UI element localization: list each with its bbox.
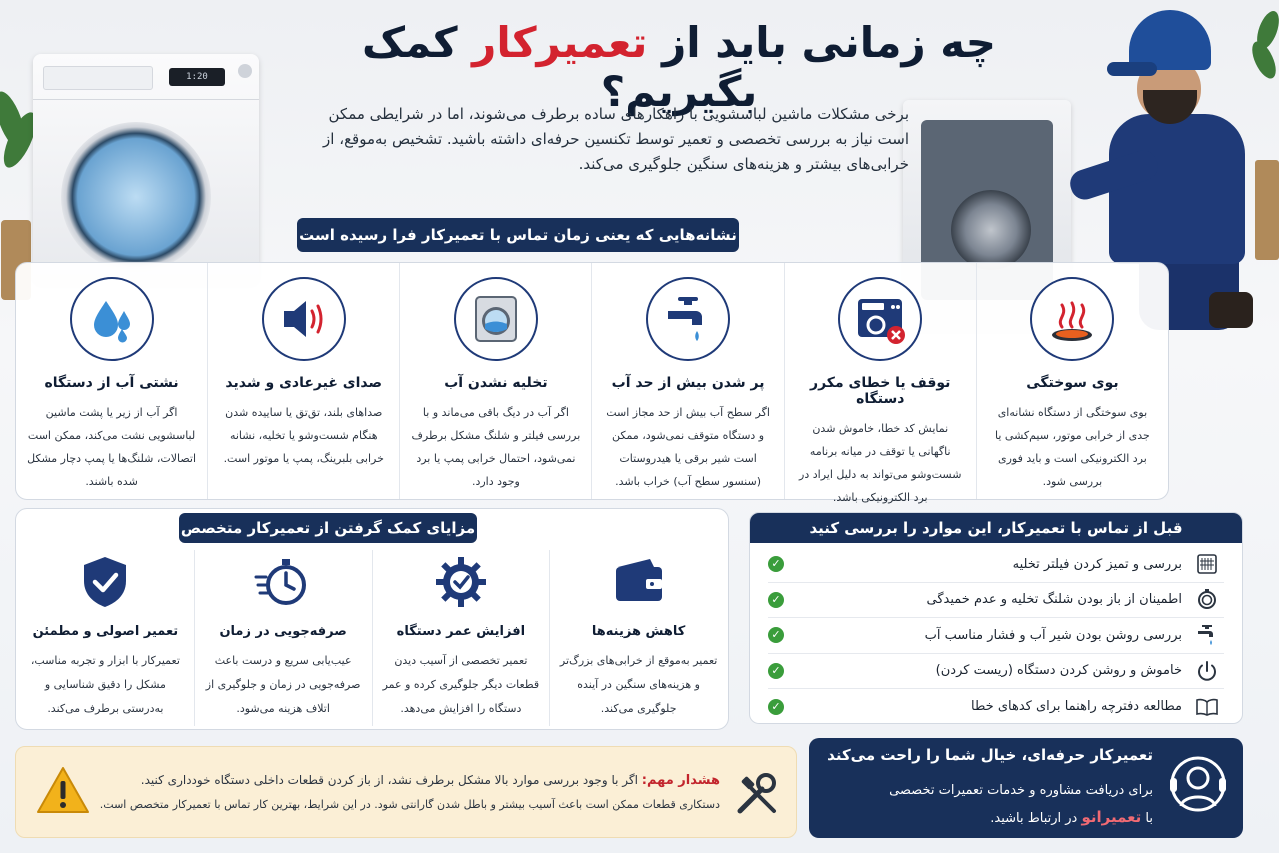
sign-desc: صداهای بلند، تق‌تق یا ساییده شدن هنگام شست‌وشو یا تخلیه، نشانه خرابی بلبرینگ، پمپ یا موتور است. xyxy=(224,406,385,465)
power-icon xyxy=(1191,659,1225,683)
warning-text-1: اگر با وجود بررسی موارد بالا مشکل برطرف نشد، از باز کردن قطعات داخلی دستگاه خودداری کنید. xyxy=(141,773,643,787)
benefit-desc: تعمیر به‌موقع از خرابی‌های بزرگ‌تر و هزینه‌های سنگین در آینده جلوگیری می‌کند. xyxy=(560,654,719,715)
warning-line-2: دستکاری قطعات ممکن است باعث آسیب بیشتر و باطل شدن گارانتی شود. در این شرایط، بهترین کار تماس با تعمیرکار متخصص است. xyxy=(100,798,721,811)
sign-card-burning-smell xyxy=(977,263,1169,499)
sign-card-error xyxy=(785,263,977,504)
sign-desc: نمایش کد خطا، خاموش شدن ناگهانی یا توقف در میانه برنامه شست‌وشو می‌تواند به دلیل ایراد در برد الکترونیکی باشد. xyxy=(800,422,963,504)
checklist-item xyxy=(769,547,1225,583)
sign-desc: بوی سوختگی از دستگاه نشانه‌ای جدی از خرابی موتور، سیم‌کشی یا برد الکترونیکی است و باید فوری بررسی شود. xyxy=(995,406,1151,488)
wallet-icon xyxy=(551,550,728,614)
sign-card-not-draining xyxy=(400,263,592,499)
washer-display: 1:20 xyxy=(170,68,226,86)
benefit-title: کاهش هزینه‌ها xyxy=(592,624,687,639)
contact-body xyxy=(824,778,1154,832)
signs-banner: نشانه‌هایی که یعنی زمان تماس با تعمیرکار فرا رسیده است xyxy=(298,218,740,252)
sign-title: بوی سوختگی xyxy=(1027,375,1120,391)
benefit-reliable xyxy=(18,550,195,726)
support-agent-icon xyxy=(1164,754,1234,824)
pre-call-checklist xyxy=(750,512,1244,724)
sign-card-overfill xyxy=(592,263,784,499)
contact-line-2-post: در ارتباط باشید. xyxy=(991,811,1083,826)
benefit-lifespan xyxy=(373,550,551,726)
sign-desc: اگر سطح آب بیش از حد مجاز است و دستگاه متوقف نمی‌شود، ممکن است شیر برقی یا هیدروستات (سنسور سطح آب) خراب باشد. xyxy=(607,406,771,488)
signs-panel xyxy=(16,262,1170,504)
benefits-banner: مزایای کمک گرفتن از تعمیرکار متخصص xyxy=(180,513,478,543)
checklist-title: قبل از تماس با تعمیرکار، این موارد را بررسی کنید xyxy=(751,513,1243,543)
warning-label: هشدار مهم: xyxy=(642,773,721,788)
speaker-icon xyxy=(263,277,347,361)
detergent-drawer xyxy=(44,66,154,90)
title-part-2: کمک بگیریم؟ xyxy=(362,18,759,116)
benefit-desc: تعمیرکار با ابزار و تجربه مناسب، مشکل را دقیق شناسایی و به‌درستی برطرف می‌کند. xyxy=(31,654,181,715)
tap-icon xyxy=(1191,623,1225,647)
checklist-item-label: بررسی روشن بودن شیر آب و فشار مناسب آب xyxy=(925,627,1183,643)
checklist-item-label: خاموش و روشن کردن دستگاه (ریست کردن) xyxy=(936,663,1183,679)
contact-line-2 xyxy=(824,804,1154,832)
checklist-item-label: بررسی و تمیز کردن فیلتر تخلیه xyxy=(1013,556,1183,572)
benefit-title: تعمیر اصولی و مطمئن xyxy=(33,624,180,639)
sign-title: تخلیه نشدن آب xyxy=(445,375,549,391)
checklist-item-label: مطالعه دفترچه راهنما برای کدهای خطا xyxy=(972,699,1183,715)
wrench-screwdriver-icon xyxy=(733,769,783,819)
sign-title: نشتی آب از دستگاه xyxy=(45,375,180,391)
sign-desc: اگر آب از زیر یا پشت ماشین لباسشویی نشت می‌کند، ممکن است اتصالات، شلنگ‌ها یا پمپ دچار مشکل شده باشند. xyxy=(28,406,198,488)
checklist-item xyxy=(769,583,1225,619)
intro-paragraph: برخی مشکلات ماشین لباسشویی با راهکارهای ساده برطرف می‌شوند، اما در شرایطی ممکن است نیاز به بررسی تخصصی و تعمیر توسط تکنسین حرفه‌ای داشته باشید. تشخیص به‌موقع، از خرابی‌های بیشتر و هزینه‌های سنگین جلوگیری می‌کند. xyxy=(324,105,910,173)
sign-card-noise xyxy=(208,263,400,499)
check-icon: ✓ xyxy=(769,663,785,679)
sign-title: توقف یا خطای مکرر دستگاه xyxy=(811,375,952,407)
error-display-icon xyxy=(839,277,923,361)
check-icon: ✓ xyxy=(769,627,785,643)
brand-name: تعمیرانو xyxy=(1082,808,1143,826)
washing-machine-image xyxy=(34,54,260,284)
contact-line-2-pre: با xyxy=(1142,811,1154,826)
manual-book-icon xyxy=(1191,695,1225,719)
sign-desc: اگر آب در دیگ باقی می‌ماند و با بررسی فیلتر و شلنگ مشکل برطرف نمی‌شود، احتمال خرابی پمپ یا برد وجود دارد. xyxy=(412,406,582,488)
stopwatch-icon xyxy=(196,550,373,614)
sign-card-leak xyxy=(17,263,208,499)
contact-title: تعمیرکار حرفه‌ای، خیال شما را راحت می‌کند xyxy=(828,746,1154,764)
benefit-cost xyxy=(550,550,728,726)
checklist-item xyxy=(769,689,1225,724)
benefits-row xyxy=(18,550,728,726)
warning-triangle-icon xyxy=(37,765,91,815)
check-icon: ✓ xyxy=(769,592,785,608)
warning-box xyxy=(16,746,798,838)
shield-check-icon xyxy=(18,550,195,614)
title-accent: تعمیرکار xyxy=(473,18,649,67)
hose-icon xyxy=(1191,588,1225,612)
checklist-item xyxy=(769,654,1225,690)
checklist-item-label: اطمینان از باز بودن شلنگ تخلیه و عدم خمیدگی xyxy=(927,592,1183,608)
burning-smell-icon xyxy=(1031,277,1115,361)
sign-title: پر شدن بیش از حد آب xyxy=(612,375,766,391)
drum-icon xyxy=(455,277,539,361)
washer-door xyxy=(62,122,212,272)
contact-line-1: برای دریافت مشاوره و خدمات تعمیرات تخصصی xyxy=(890,783,1154,798)
benefit-time xyxy=(195,550,373,726)
gear-check-icon xyxy=(374,550,551,614)
benefit-title: افزایش عمر دستگاه xyxy=(397,624,527,639)
water-drops-icon xyxy=(71,277,155,361)
checklist-item xyxy=(769,618,1225,654)
washer-knob xyxy=(239,64,253,78)
filter-icon xyxy=(1191,552,1225,576)
check-icon: ✓ xyxy=(769,699,785,715)
benefit-desc: تعمیر تخصصی از آسیب دیدن قطعات دیگر جلوگیری کرده و عمر دستگاه را افزایش می‌دهد. xyxy=(383,654,541,715)
contact-box xyxy=(810,738,1244,838)
warning-line-1 xyxy=(91,769,721,792)
title-part-1: چه زمانی باید از xyxy=(648,18,998,67)
check-icon: ✓ xyxy=(769,556,785,572)
faucet-icon xyxy=(647,277,731,361)
benefit-desc: عیب‌یابی سریع و درست باعث صرفه‌جویی در زمان و جلوگیری از اتلاف هزینه می‌شود. xyxy=(206,654,362,715)
sign-title: صدای غیرعادی و شدید xyxy=(226,375,384,391)
benefit-title: صرفه‌جویی در زمان xyxy=(220,624,348,639)
